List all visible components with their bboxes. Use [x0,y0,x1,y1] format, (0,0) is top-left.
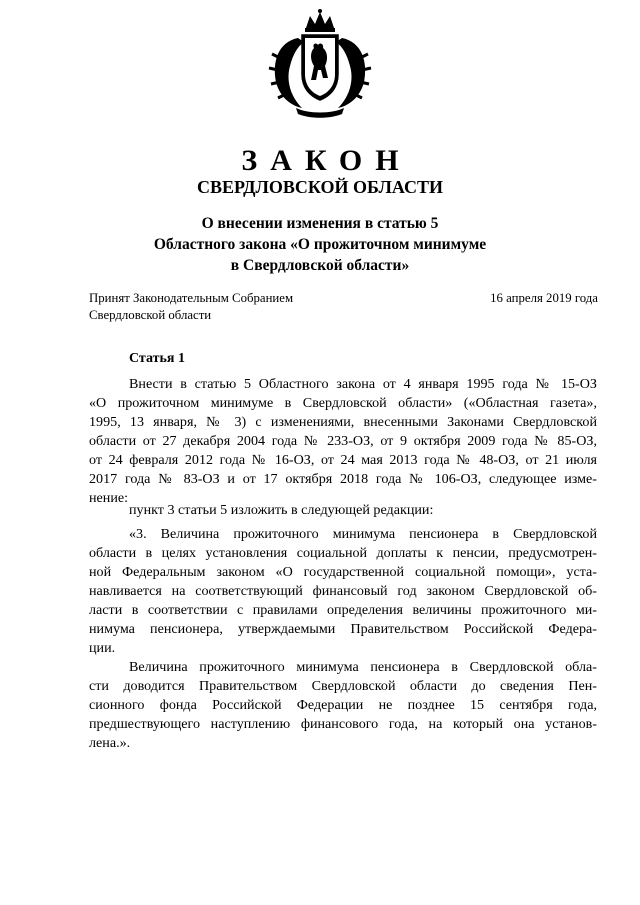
region-title: СВЕРДЛОВСКОЙ ОБЛАСТИ [197,177,443,197]
text-line: ции. [89,640,116,656]
text-line: нение: [89,490,129,506]
text-line: предшествующего наступлению финансового года, на который она установ- [89,716,597,732]
adopted-line: Свердловской области [89,308,212,322]
text-line: области в целях установления социальной доплаты к пенсии, предусмотрен- [89,545,597,561]
coat-of-arms-emblem [268,8,372,120]
adoption-date: 16 апреля 2019 года [490,291,598,305]
text-line: ласти в соответствии с правилами определения величины прожиточного ми- [89,602,597,618]
text-line: сионного фонда Российской Федерации не позднее 15 сентября года, [89,697,597,713]
paragraph-deadline [89,658,597,753]
law-title: ЗАКОН [241,144,412,177]
text-line: нимума пенсионера, утверждаемыми Правительством Российской Федера- [89,621,597,637]
paragraph-amendment [89,375,597,508]
text-line: лена.». [89,735,131,751]
text-line: 2017 года № 83-ОЗ и от 17 октября 2018 года № 106-ОЗ, следующее изме- [89,471,597,487]
text-line: «3. Величина прожиточного минимума пенсионера в Свердловской [129,526,597,542]
text-line: «О прожиточном минимуме в Свердловской области» («Областная газета», [89,395,597,411]
subject-line: в Свердловской области» [230,257,410,274]
adopted-line: Принят Законодательным Собранием [89,291,294,305]
text-line: сти доводится Правительством Свердловской области до сведения Пен- [89,678,597,694]
text-line: ной Федеральным законом «О государственной социальной помощи», уста- [89,564,597,580]
adopted-by [89,290,293,324]
paragraph-new-text [89,525,597,658]
subject-line: Областного закона «О прожиточном минимуме [153,236,487,253]
text-line: 1995, 13 января, № 3) с изменениями, внесенными Законами Свердловской [89,414,597,430]
text-line: Внести в статью 5 Областного закона от 4 января 1995 года № 15-ОЗ [129,376,597,392]
text-line: от 24 февраля 2012 года № 16-ОЗ, от 24 мая 2013 года № 48-ОЗ, от 21 июля [89,452,597,468]
text-line: Величина прожиточного минимума пенсионера в Свердловской обла- [129,659,597,675]
paragraph-instruction [89,501,597,520]
text-line: пункт 3 статьи 5 изложить в следующей редакции: [129,502,434,518]
subject-line: О внесении изменения в статью 5 [201,215,439,232]
text-line: навливается на соответствующий финансовый год законом Свердловской об- [89,583,597,599]
text-line: области от 27 декабря 2004 года № 233-ОЗ, от 9 октября 2009 года № 85-ОЗ, [89,433,597,449]
article-heading: Статья 1 [129,351,185,366]
law-subject [0,213,640,276]
